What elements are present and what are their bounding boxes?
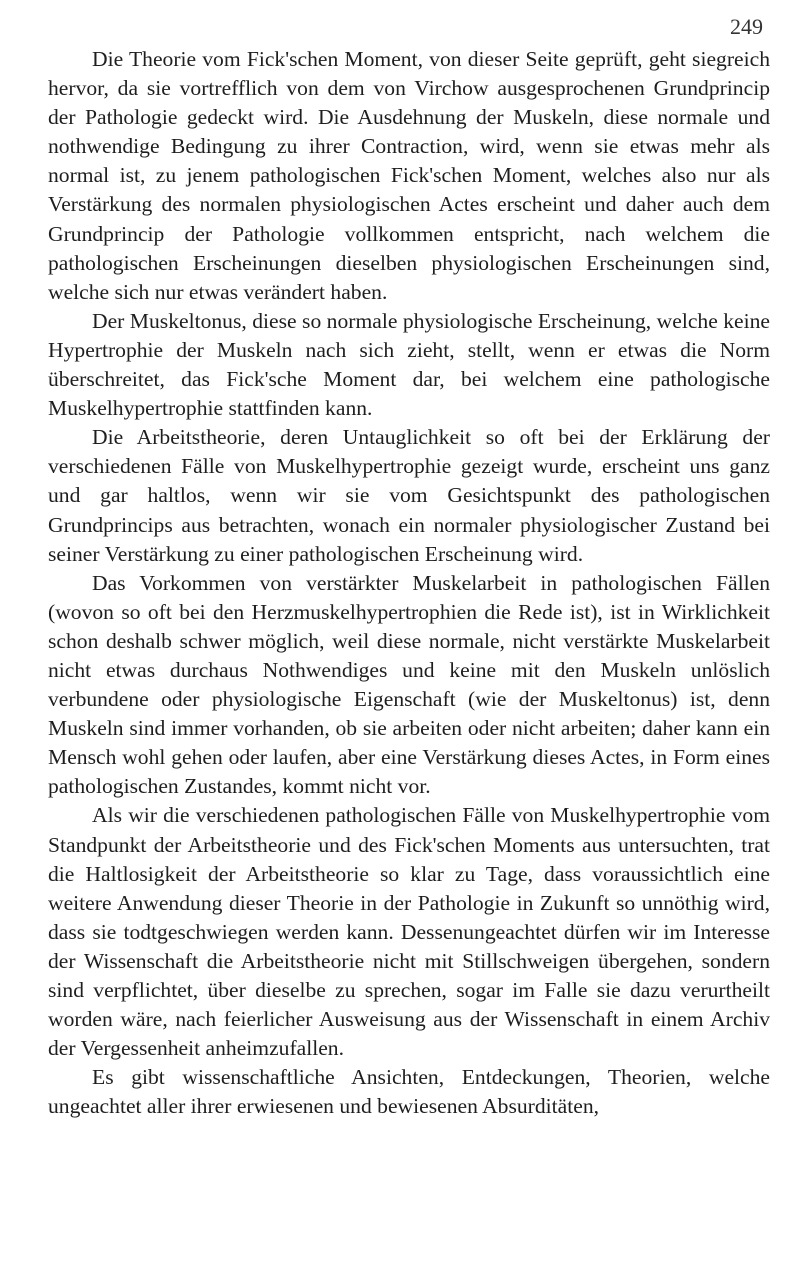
- paragraph: Die Arbeitstheorie, deren Untauglichkeit so oft bei der Erklärung der verschiedenen Fälle von Muskelhypertrophie gezeigt wurde, erscheint uns ganz und gar haltlos, wenn wir sie vom Gesichtspunkt des pathologischen Grundprincips aus betrachten, wonach ein normaler physiologischer Zustand bei seiner Verstärkung zu einer pathologischen Erscheinung wird.: [48, 425, 770, 566]
- paragraph: Es gibt wissenschaftliche Ansichten, Entdeckungen, Theorien, welche ungeachtet aller ihrer erwiesenen und bewiesenen Absurditäten,: [48, 1065, 770, 1119]
- body-text: [48, 45, 770, 1121]
- paragraph: Die Theorie vom Fick'schen Moment, von dieser Seite geprüft, geht siegreich hervor, da sie vortrefflich von dem von Virchow ausgesprochenen Grundprincip der Pathologie gedeckt wird. Die Ausdehnung der Muskeln, diese normale und nothwendige Bedingung zu ihrer Contraction, wird, wenn sie etwas mehr als normal ist, zu jenem pathologischen Fick'schen Moment, welches also nur als Verstärkung des normalen physiologischen Actes erscheint und daher auch dem Grundprincip der Pathologie vollkommen entspricht, nach welchem die pathologischen Erscheinungen dieselben physiologischen Erscheinungen sind, welche sich nur etwas verändert haben.: [48, 47, 770, 304]
- paragraph: Als wir die verschiedenen pathologischen Fälle von Muskelhypertrophie vom Standpunkt der Arbeitstheorie und des Fick'schen Moments aus untersuchten, trat die Haltlosigkeit der Arbeitstheorie so klar zu Tage, dass voraussichtlich eine weitere Anwendung dieser Theorie in der Pathologie in Zukunft so unnöthig wird, dass sie todtgeschwiegen werden kann. Dessenungeachtet dürfen wir im Interesse der Wissenschaft die Arbeitstheorie nicht mit Stillschweigen übergehen, sondern sind verpflichtet, über dieselbe zu sprechen, sogar im Falle sie dazu verurtheilt worden wäre, nach feierlicher Ausweisung aus der Wissenschaft in einem Archiv der Vergessenheit anheimzufallen.: [48, 803, 770, 1061]
- paragraph: Der Muskeltonus, diese so normale physiologische Erscheinung, welche keine Hypertrophie der Muskeln nach sich zieht, stellt, wenn er etwas die Norm überschreitet, das Fick'sche Moment dar, bei welchem eine pathologische Muskelhypertrophie stattfinden kann.: [48, 308, 770, 421]
- page-number: 249: [730, 14, 763, 39]
- paragraph: Das Vorkommen von verstärkter Muskelarbeit in pathologischen Fällen (wovon so oft bei den Herzmuskelhypertrophien die Rede ist), ist in Wirklichkeit schon deshalb schwer möglich, weil diese normale, nicht verstärkte Muskelarbeit nicht etwas durchaus Nothwendiges und keine mit den Muskeln unlöslich verbundene oder physiologische Eigenschaft (wie der Muskeltonus) ist, denn Muskeln sind immer vorhanden, ob sie arbeiten oder nicht arbeiten; daher kann ein Mensch wohl gehen oder laufen, aber eine Verstärkung dieses Actes, in Form eines pathologischen Zustandes, kommt nicht vor.: [48, 570, 770, 799]
